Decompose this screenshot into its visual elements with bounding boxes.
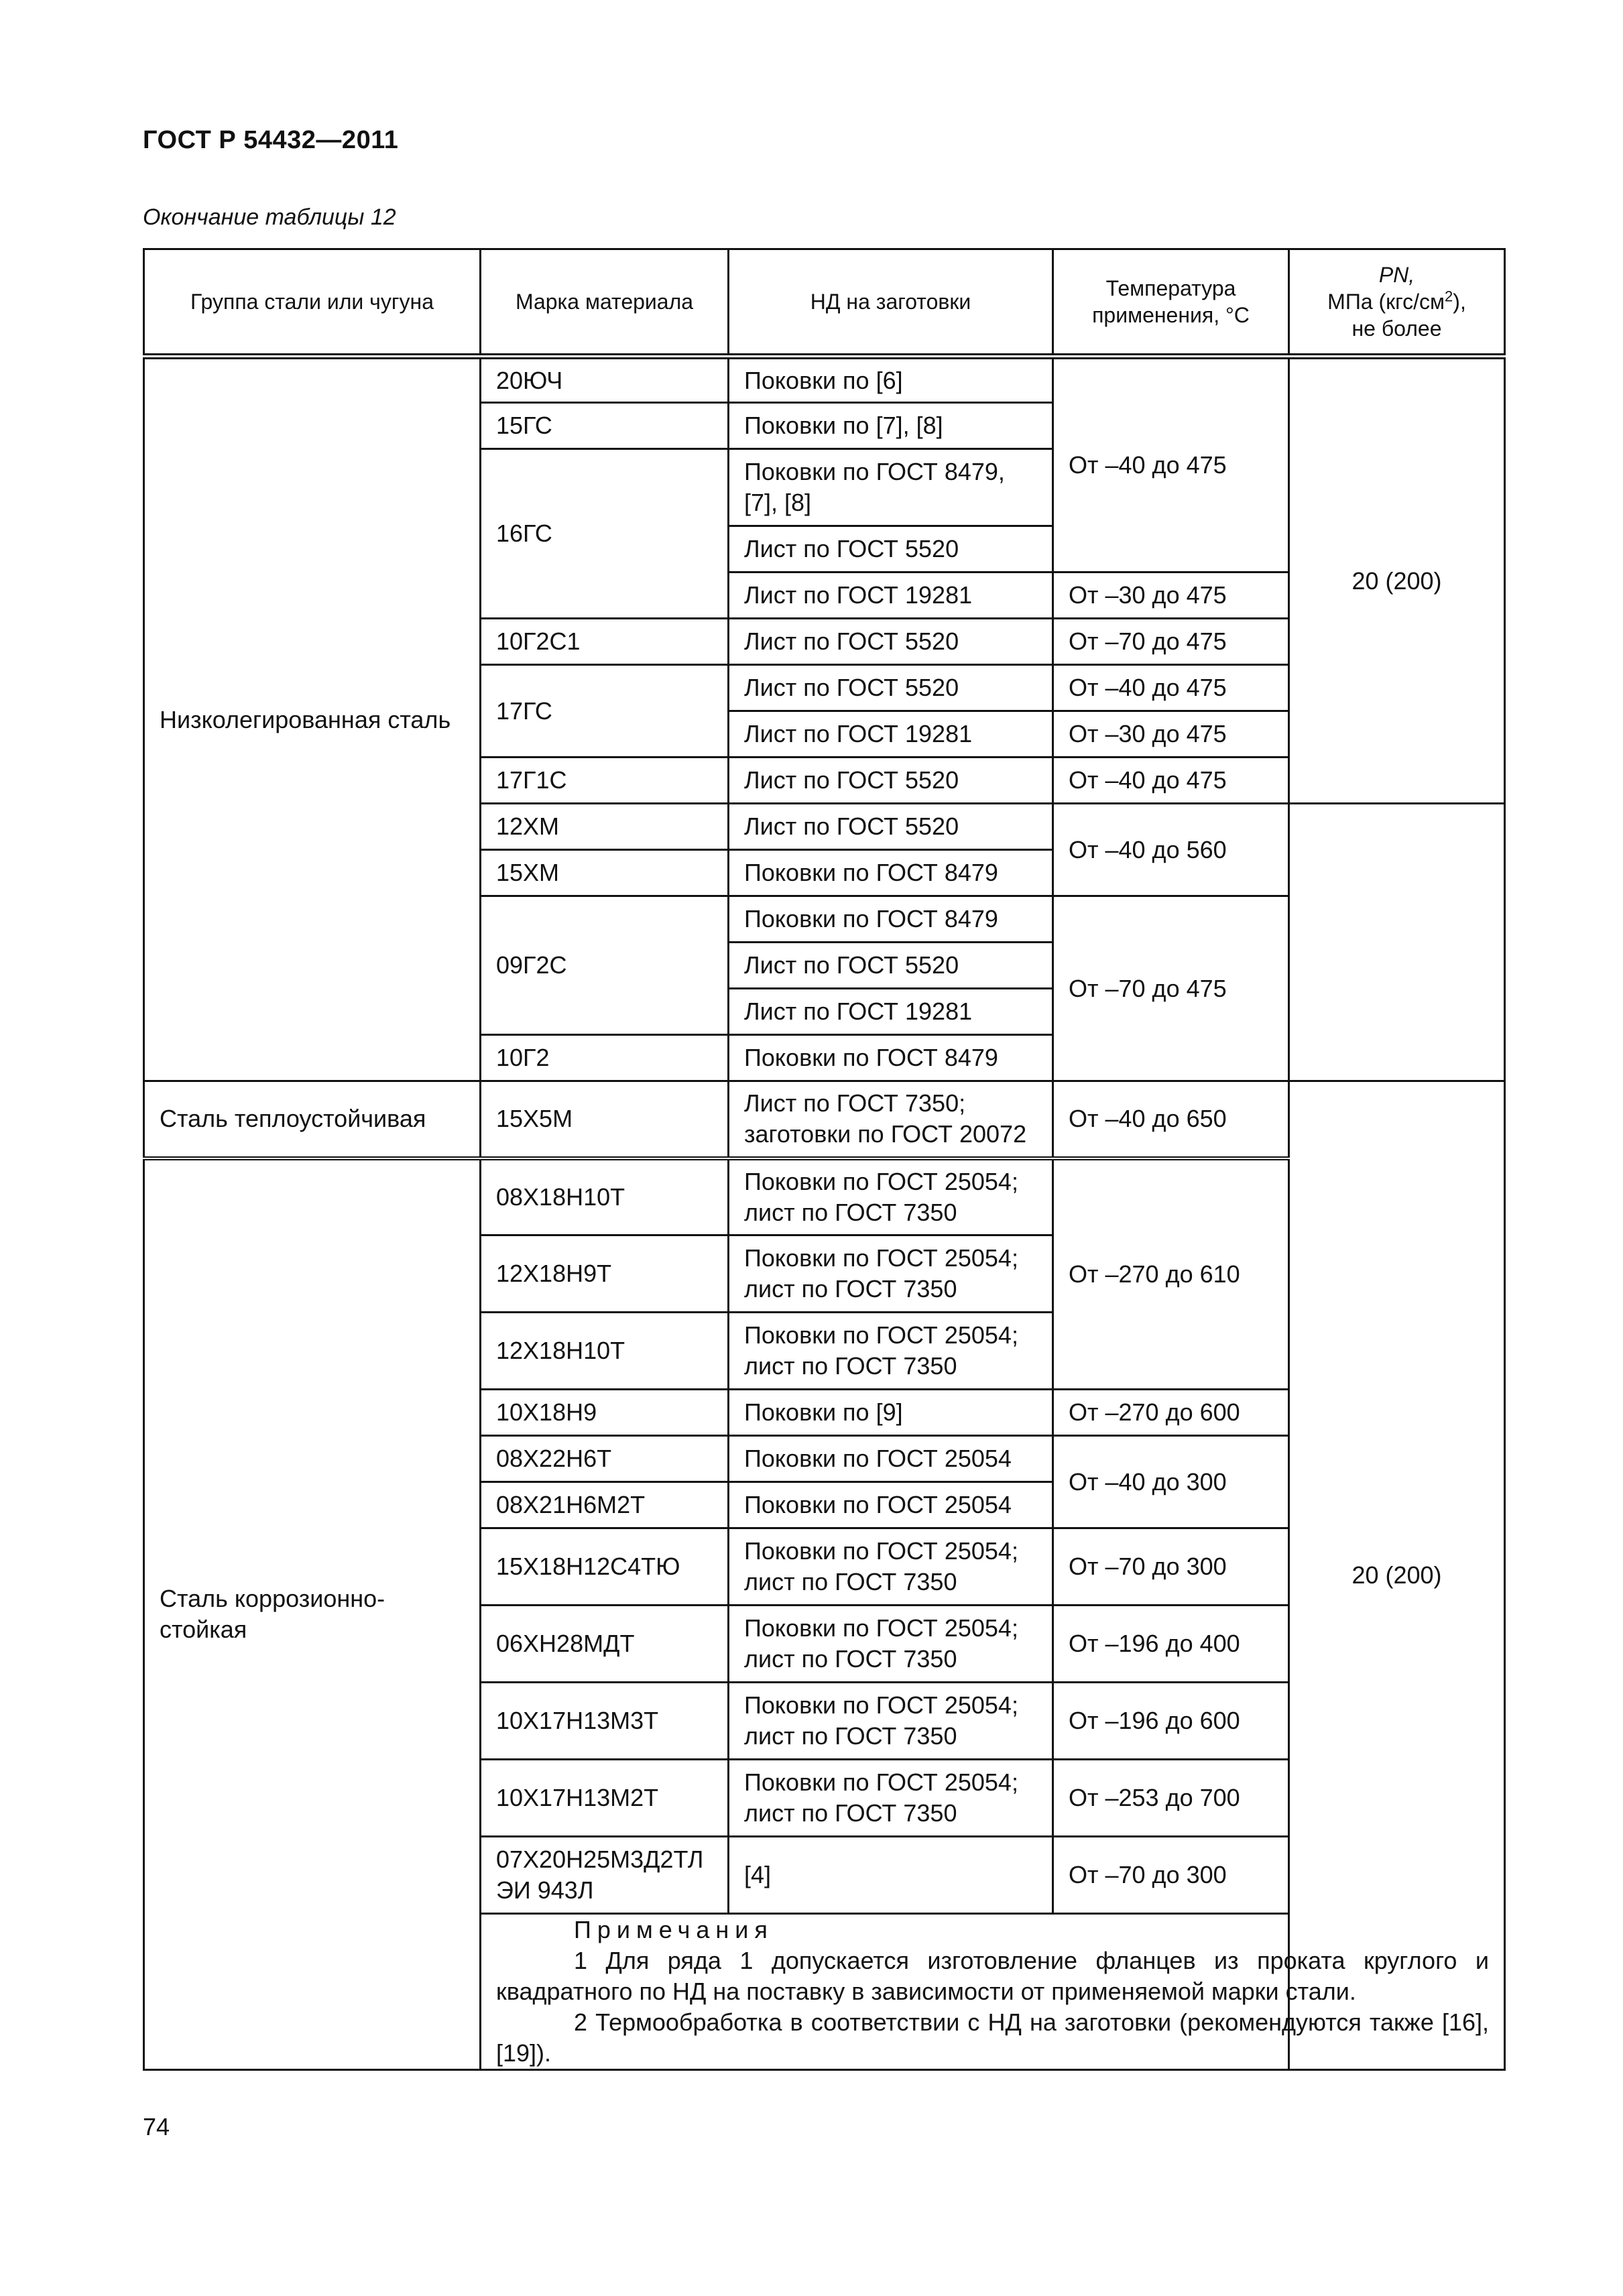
- grade-cell: 10Г2С1: [481, 619, 729, 665]
- pn-unit-sup: 2: [1445, 288, 1453, 305]
- document-code: ГОСТ Р 54432—2011: [143, 126, 399, 154]
- nd-cell: Лист по ГОСТ 7350; заготовки по ГОСТ 20072: [729, 1081, 1053, 1158]
- grade-cell: 17Г1С: [481, 758, 729, 804]
- temp-cell: От –30 до 475: [1053, 572, 1289, 619]
- grade-cell: 12Х18Н9Т: [481, 1235, 729, 1313]
- nd-cell: Поковки по ГОСТ 8479, [7], [8]: [729, 449, 1053, 526]
- nd-cell: Лист по ГОСТ 19281: [729, 711, 1053, 758]
- nd-cell: Лист по ГОСТ 5520: [729, 804, 1053, 850]
- nd-cell: Поковки по [6]: [729, 357, 1053, 403]
- nd-cell: Поковки по [9]: [729, 1390, 1053, 1436]
- group-cell: Сталь теплоустойчивая: [144, 1081, 481, 1158]
- nd-cell: Лист по ГОСТ 19281: [729, 989, 1053, 1035]
- group-cell: Сталь коррозионно-стойкая: [144, 1158, 481, 2070]
- header-nd: НД на заготовки: [729, 249, 1053, 357]
- grade-cell: 15ГС: [481, 403, 729, 449]
- materials-table: [143, 248, 1506, 2071]
- header-grade: Марка материала: [481, 249, 729, 357]
- nd-cell: Поковки по [7], [8]: [729, 403, 1053, 449]
- header-pressure: [1289, 249, 1505, 357]
- pn-symbol: PN,: [1378, 263, 1415, 287]
- nd-cell: Лист по ГОСТ 5520: [729, 619, 1053, 665]
- grade-cell: 10Х17Н13М2Т: [481, 1760, 729, 1837]
- group-cell: Низколегированная сталь: [144, 357, 481, 1081]
- temp-cell: От –270 до 600: [1053, 1390, 1289, 1436]
- grade-cell: 12Х18Н10Т: [481, 1313, 729, 1390]
- header-group: Группа стали или чугуна: [144, 249, 481, 357]
- temp-cell: От –70 до 300: [1053, 1837, 1289, 1914]
- grade-cell: 06ХН28МДТ: [481, 1606, 729, 1683]
- temp-cell: От –70 до 475: [1053, 896, 1289, 1081]
- temp-cell: От –40 до 475: [1053, 357, 1289, 572]
- table-caption: Окончание таблицы 12: [143, 204, 396, 230]
- nd-cell: [4]: [729, 1837, 1053, 1914]
- temp-cell: От –40 до 650: [1053, 1081, 1289, 1158]
- temp-cell: От –196 до 600: [1053, 1683, 1289, 1760]
- temp-cell: От –40 до 475: [1053, 758, 1289, 804]
- header-temperature: Температура применения, °С: [1053, 249, 1289, 357]
- grade-cell: 10Х18Н9: [481, 1390, 729, 1436]
- grade-cell: 07Х20Н25М3Д2ТЛ ЭИ 943Л: [481, 1837, 729, 1914]
- grade-cell: 15ХМ: [481, 850, 729, 896]
- nd-cell: Поковки по ГОСТ 8479: [729, 896, 1053, 943]
- temp-cell: От –40 до 475: [1053, 665, 1289, 711]
- nd-cell: Поковки по ГОСТ 25054; лист по ГОСТ 7350: [729, 1606, 1053, 1683]
- grade-cell: 08Х21Н6М2Т: [481, 1482, 729, 1528]
- temp-cell: От –40 до 560: [1053, 804, 1289, 896]
- note-item: 1 Для ряда 1 допускается изготовление фланцев из проката круглого и квадратного по НД на поставку в зависимости от применяемой марки стали.: [496, 1947, 1489, 2005]
- page-number: 74: [143, 2113, 170, 2140]
- nd-cell: Поковки по ГОСТ 25054: [729, 1436, 1053, 1482]
- nd-cell: Поковки по ГОСТ 25054; лист по ГОСТ 7350: [729, 1313, 1053, 1390]
- pn-unit-end: ),: [1453, 290, 1466, 314]
- table-row: [144, 357, 1505, 403]
- temp-cell: От –30 до 475: [1053, 711, 1289, 758]
- grade-cell: 10Г2: [481, 1035, 729, 1081]
- nd-cell: Лист по ГОСТ 5520: [729, 943, 1053, 989]
- grade-cell: 10Х17Н13М3Т: [481, 1683, 729, 1760]
- table-row: [144, 1081, 1505, 1158]
- temp-cell: От –196 до 400: [1053, 1606, 1289, 1683]
- nd-cell: Лист по ГОСТ 5520: [729, 665, 1053, 711]
- pn-tail: не более: [1351, 316, 1442, 341]
- grade-cell: 15Х18Н12С4ТЮ: [481, 1528, 729, 1606]
- note-item: 2 Термообработка в соответствии с НД на заготовки (рекомендуются также [16], [19]).: [496, 2008, 1489, 2067]
- grade-cell: 16ГС: [481, 449, 729, 619]
- nd-cell: Лист по ГОСТ 5520: [729, 526, 1053, 572]
- grade-cell: 08Х18Н10Т: [481, 1158, 729, 1235]
- nd-cell: Поковки по ГОСТ 25054: [729, 1482, 1053, 1528]
- temp-cell: От –253 до 700: [1053, 1760, 1289, 1837]
- nd-cell: Лист по ГОСТ 19281: [729, 572, 1053, 619]
- pressure-cell: 20 (200): [1289, 357, 1505, 804]
- pn-unit: МПа (кгс/см: [1327, 290, 1445, 314]
- nd-cell: Поковки по ГОСТ 25054; лист по ГОСТ 7350: [729, 1683, 1053, 1760]
- nd-cell: Поковки по ГОСТ 25054; лист по ГОСТ 7350: [729, 1235, 1053, 1313]
- nd-cell: Поковки по ГОСТ 25054; лист по ГОСТ 7350: [729, 1158, 1053, 1235]
- nd-cell: Поковки по ГОСТ 8479: [729, 850, 1053, 896]
- grade-cell: 15Х5М: [481, 1081, 729, 1158]
- nd-cell: Лист по ГОСТ 5520: [729, 758, 1053, 804]
- pressure-cell-empty: [1289, 804, 1505, 1081]
- temp-cell: От –70 до 300: [1053, 1528, 1289, 1606]
- nd-cell: Поковки по ГОСТ 8479: [729, 1035, 1053, 1081]
- temp-cell: От –270 до 610: [1053, 1158, 1289, 1390]
- grade-cell: 12ХМ: [481, 804, 729, 850]
- notes-title: Примечания: [574, 1916, 774, 1943]
- grade-cell: 17ГС: [481, 665, 729, 758]
- pressure-cell: 20 (200): [1289, 1081, 1505, 2070]
- notes-cell: [481, 1914, 1505, 2070]
- nd-cell: Поковки по ГОСТ 25054; лист по ГОСТ 7350: [729, 1528, 1053, 1606]
- grade-cell: 08Х22Н6Т: [481, 1436, 729, 1482]
- grade-cell: 20ЮЧ: [481, 357, 729, 403]
- nd-cell: Поковки по ГОСТ 25054; лист по ГОСТ 7350: [729, 1760, 1053, 1837]
- temp-cell: От –70 до 475: [1053, 619, 1289, 665]
- grade-cell: 09Г2С: [481, 896, 729, 1035]
- table-header-row: [144, 249, 1505, 357]
- temp-cell: От –40 до 300: [1053, 1436, 1289, 1528]
